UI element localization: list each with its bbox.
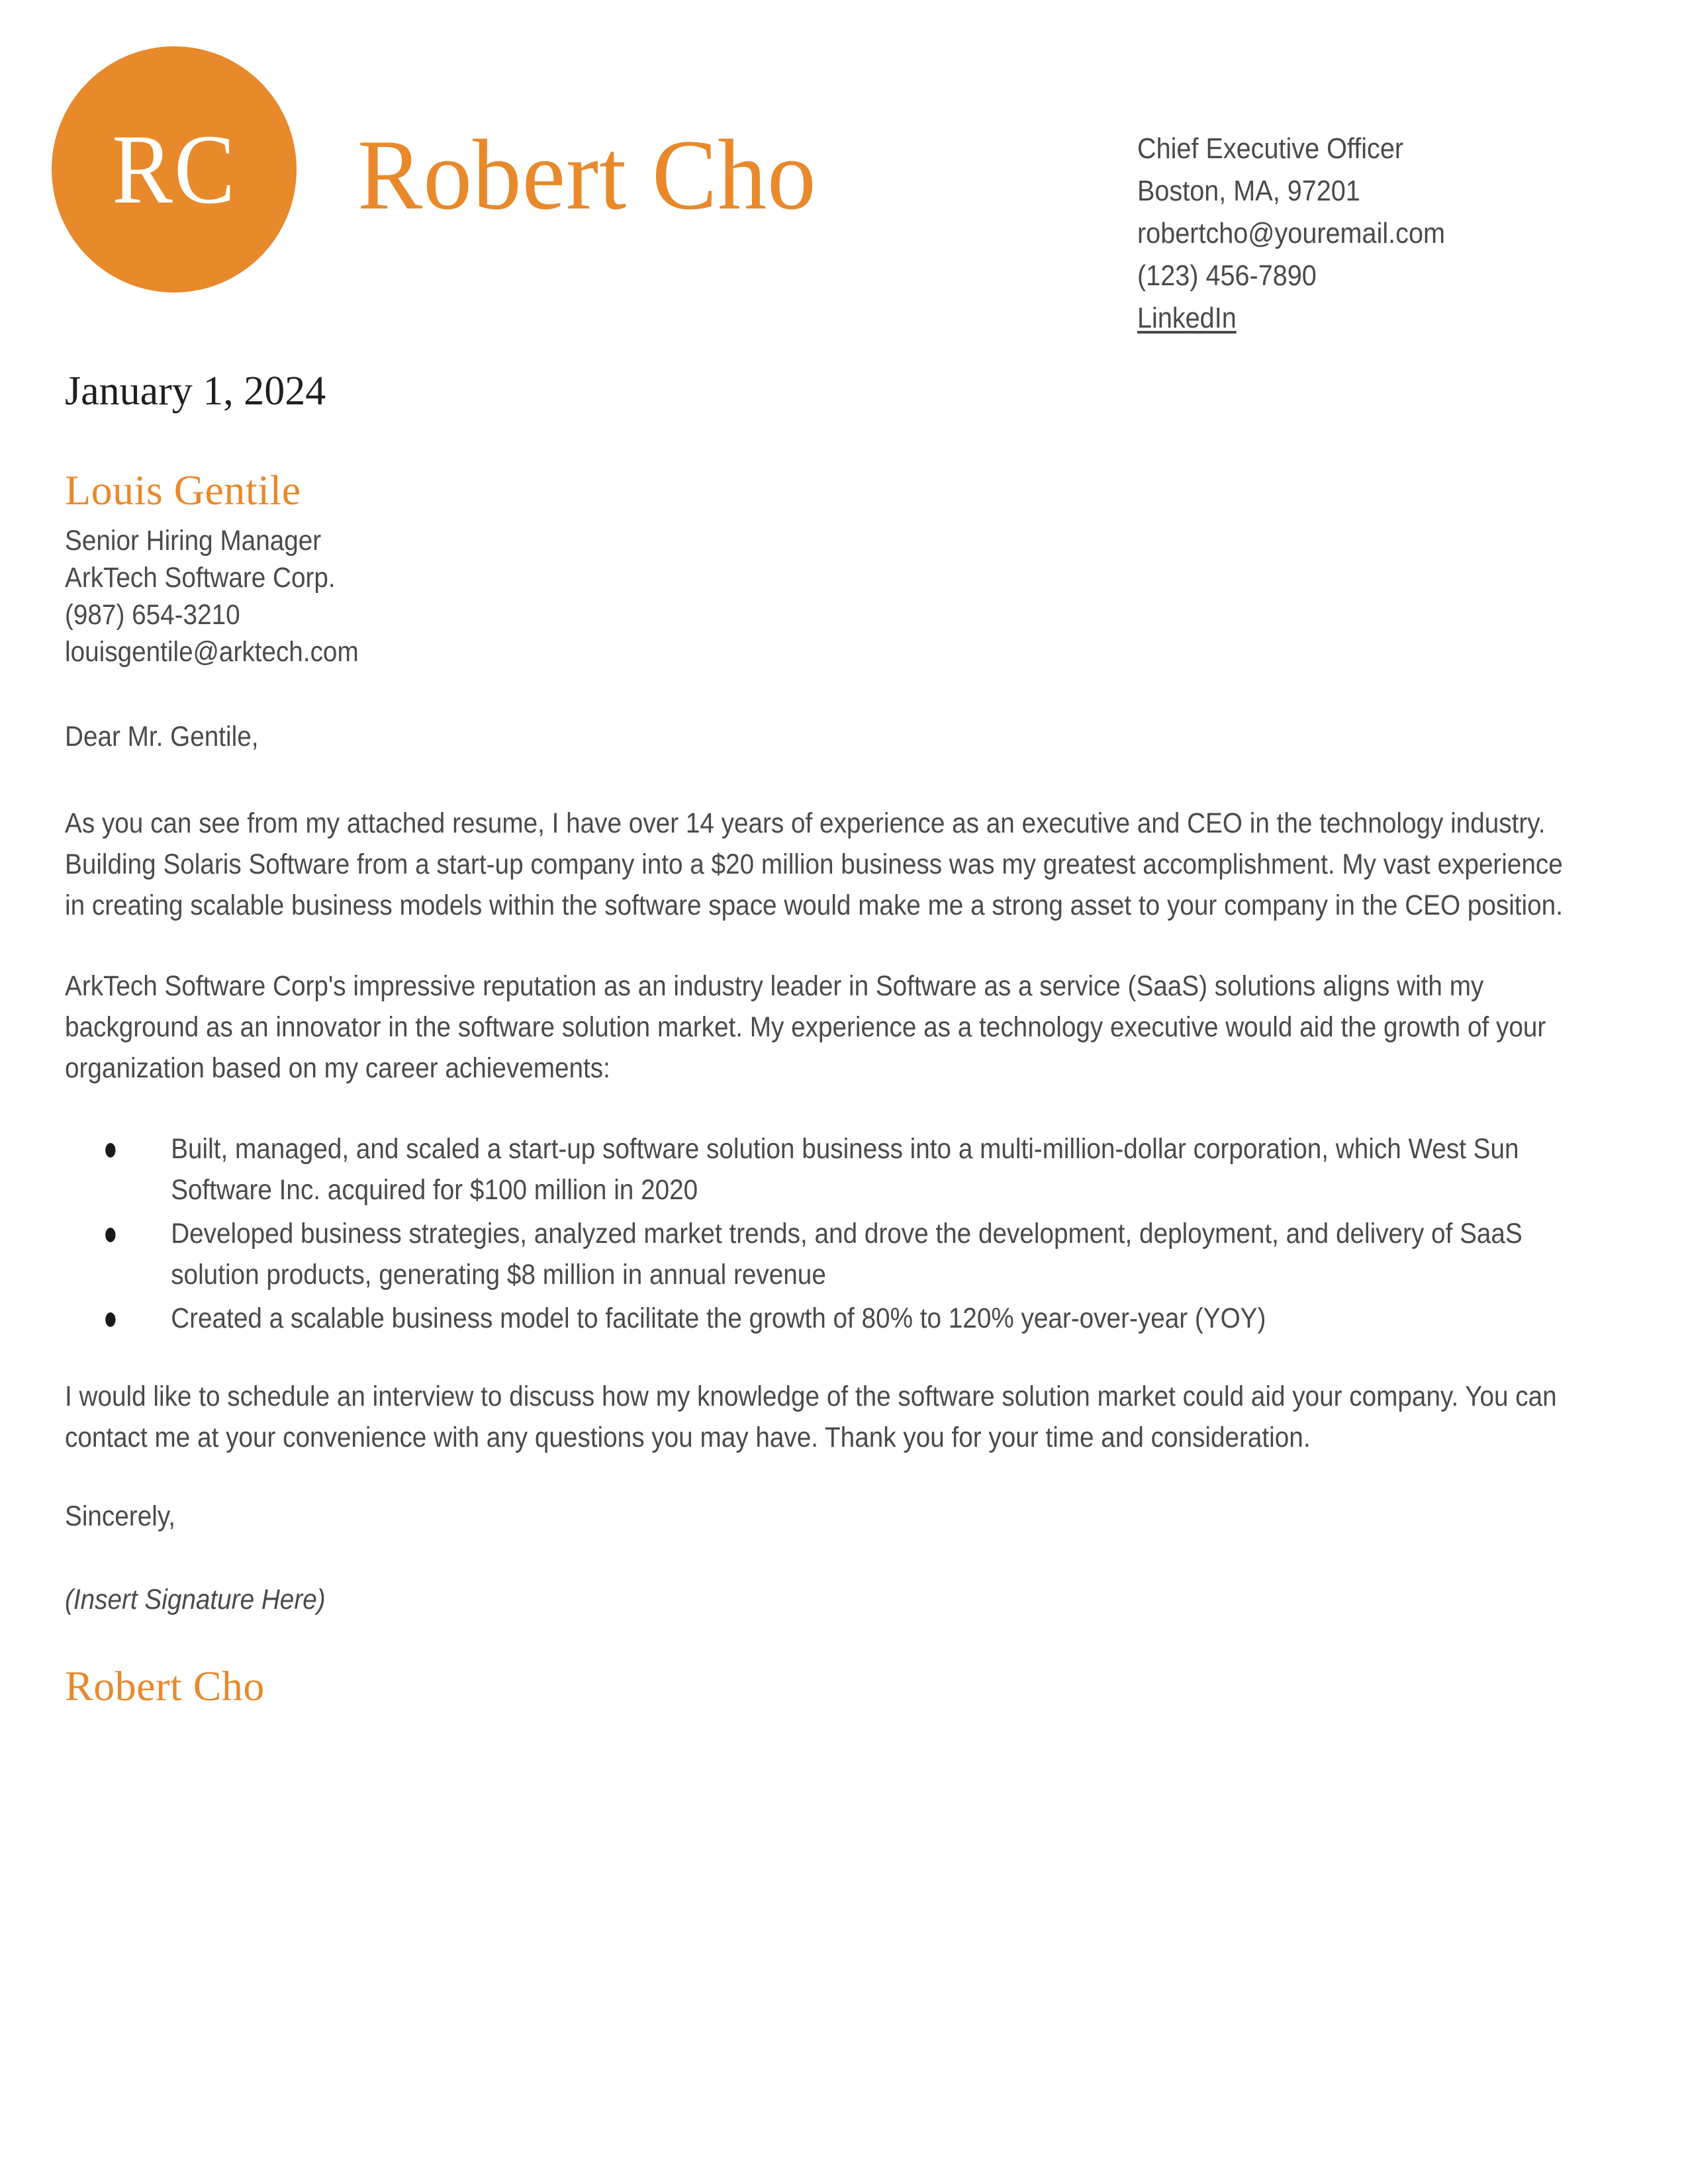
sender-contact-block [1137, 128, 1445, 340]
sender-location: Boston, MA, 97201 [1137, 175, 1360, 207]
letter-header [0, 38, 1688, 334]
achievement-text: Developed business strategies, analyzed market trends, and drove the development, deployment, and delivery of SaaS solution products, generating $8 million in annual revenue [171, 1218, 1523, 1291]
bullet-icon [105, 1228, 115, 1242]
bullet-icon [105, 1143, 115, 1158]
list-item [65, 1128, 1566, 1210]
letter-date: January 1, 2024 [65, 369, 326, 414]
recipient-details [65, 522, 1435, 670]
bullet-icon [105, 1312, 115, 1327]
list-item [65, 1213, 1566, 1295]
achievements-list [65, 1128, 1566, 1339]
recipient-email[interactable]: louisgentile@arktech.com [65, 636, 359, 668]
letter-body [65, 371, 1587, 1710]
signature-placeholder: (Insert Signature Here) [65, 1584, 326, 1616]
recipient-phone: (987) 654-3210 [65, 599, 240, 631]
linkedin-link[interactable]: LinkedIn [1137, 302, 1237, 334]
salutation: Dear Mr. Gentile, [65, 721, 259, 753]
sender-email[interactable]: robertcho@youremail.com [1137, 217, 1445, 250]
signature-name: Robert Cho [65, 1662, 265, 1710]
achievement-text: Built, managed, and scaled a start-up software solution business into a multi-million-dollar corporation, which West Sun Software Inc. acquired for $100 million in 2020 [171, 1133, 1519, 1206]
recipient-name: Louis Gentile [65, 467, 301, 514]
sender-phone: (123) 456-7890 [1137, 259, 1317, 292]
page-title: Robert Cho [357, 119, 817, 230]
body-paragraph-2: ArkTech Software Corp's impressive reputation as an industry leader in Software as a service (SaaS) solutions aligns with my background as an innovator in the software solution market. My experience as a technology executive would aid the growth of your organization based on my career achievements: [65, 970, 1546, 1085]
achievement-text: Created a scalable business model to facilitate the growth of 80% to 120% year-over-year (YOY) [171, 1302, 1266, 1335]
recipient-title: Senior Hiring Manager [65, 525, 322, 557]
recipient-company: ArkTech Software Corp. [65, 562, 336, 594]
monogram-avatar [52, 46, 297, 293]
closing-paragraph: I would like to schedule an interview to discuss how my knowledge of the software solution market could aid your company. You can contact me at your convenience with any questions you may have. Thank you for your time and consideration. [65, 1381, 1557, 1454]
monogram-initials: RC [112, 114, 236, 224]
sender-job-title: Chief Executive Officer [1137, 132, 1404, 165]
list-item [65, 1298, 1566, 1339]
body-paragraph-1: As you can see from my attached resume, I have over 14 years of experience as an executive and CEO in the technology industry. Building Solaris Software from a start-up company into a $20 million business was my greatest accomplishment. My vast experience in creating scalable business models within the software space would make me a strong asset to your company in the CEO position. [65, 807, 1563, 922]
sign-off: Sincerely, [65, 1500, 176, 1533]
